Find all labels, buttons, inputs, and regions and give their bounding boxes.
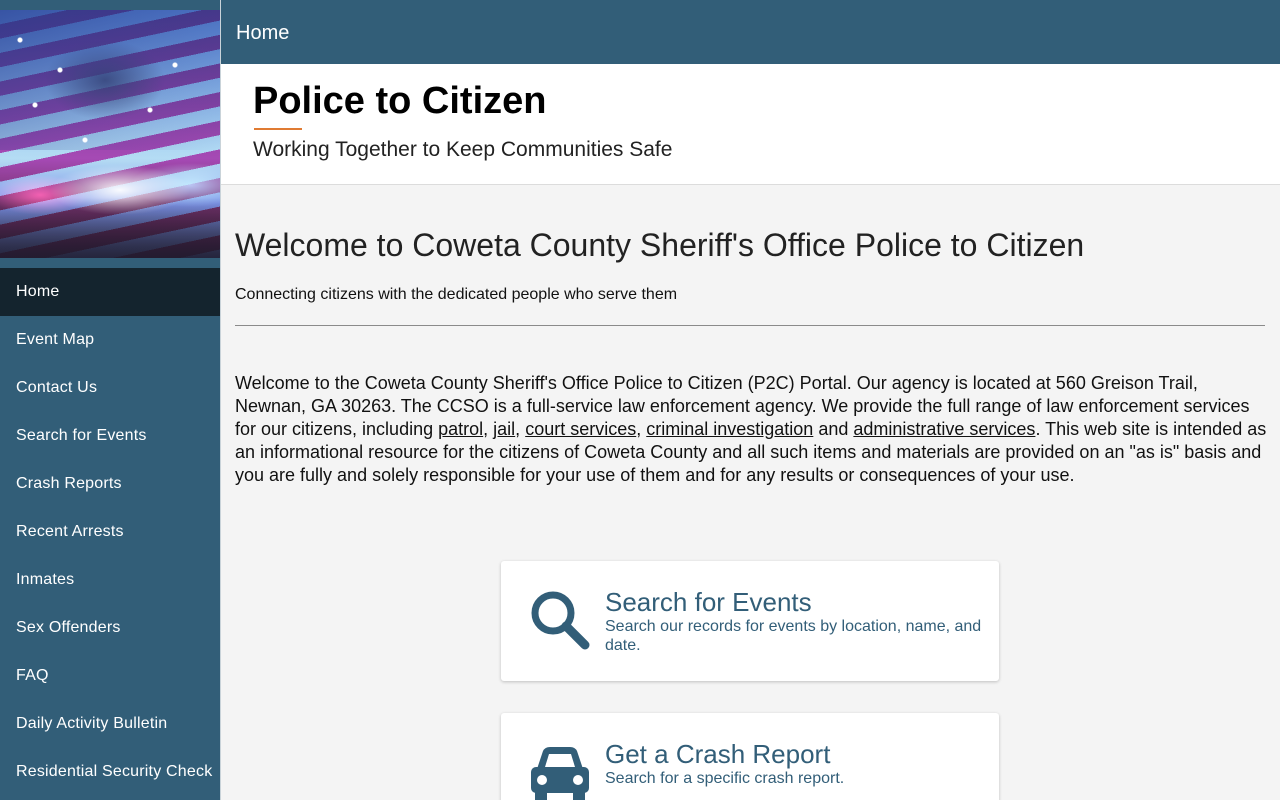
sidebar-item-daily-activity-bulletin[interactable]: Daily Activity Bulletin (16, 715, 168, 732)
sidebar-item-search-for-events[interactable]: Search for Events (16, 427, 147, 444)
jail-link[interactable]: jail (493, 419, 516, 439)
criminal-investigation-link[interactable]: criminal investigation (646, 419, 814, 439)
crash-report-card[interactable] (501, 713, 999, 800)
site-header (221, 64, 1280, 185)
sidebar-item-residential-security-check[interactable]: Residential Security Check (16, 763, 213, 780)
sidebar-item-event-map[interactable]: Event Map (16, 331, 95, 348)
page-tagline: Connecting citizens with the dedicated people who serve them (235, 286, 678, 303)
title-accent-rule (254, 128, 302, 130)
administrative-services-link[interactable]: administrative services (853, 419, 1036, 439)
sidebar-item-inmates[interactable]: Inmates (16, 571, 75, 588)
patrol-link[interactable]: patrol (438, 419, 484, 439)
sidebar-item-crash-reports[interactable]: Crash Reports (16, 475, 122, 492)
page-title: Welcome to Coweta County Sheriff's Office Police to Citizen (235, 227, 1085, 263)
site-subtitle: Working Together to Keep Communities Safe (253, 138, 673, 161)
intro-paragraph: Welcome to the Coweta County Sheriff's Office Police to Citizen (P2C) Portal. Our agency is located at 560 Greison Trail, Newnan, GA 30263. The CCSO is a full-service law enforcement agency. We provide the full range of law enforcement services for our citizens, including patrol, jail, court services, criminal investigation and administrative services. This web site is intended as an informational resource for the citizens of Coweta County and all such items and materials are provided on an "as is" basis and you are fully and solely responsible for your use of them and for any results or consequences of your use. (235, 373, 1267, 485)
banner-image (0, 10, 220, 258)
sidebar-item-home[interactable]: Home (0, 268, 220, 316)
top-bar-title: Home (236, 22, 290, 44)
search-icon (527, 587, 593, 653)
sidebar-item-contact-us[interactable]: Contact Us (16, 379, 98, 396)
search-events-card-title: Search for Events (605, 587, 812, 617)
site-title: Police to Citizen (253, 80, 547, 122)
search-events-card-description: Search our records for events by location, name, and date. (605, 618, 982, 654)
sidebar-item-recent-arrests[interactable]: Recent Arrests (16, 523, 124, 540)
crash-report-card-description: Search for a specific crash report. (605, 770, 845, 787)
divider (235, 325, 1265, 326)
sidebar (0, 0, 221, 800)
crash-report-card-title: Get a Crash Report (605, 739, 831, 769)
sidebar-item-sex-offenders[interactable]: Sex Offenders (16, 619, 121, 636)
sidebar-item-faq[interactable]: FAQ (16, 667, 49, 684)
court-services-link[interactable]: court services (525, 419, 637, 439)
top-bar (221, 0, 1280, 64)
sidebar-nav (0, 268, 220, 796)
car-icon (527, 739, 593, 800)
search-events-card[interactable] (501, 561, 999, 681)
